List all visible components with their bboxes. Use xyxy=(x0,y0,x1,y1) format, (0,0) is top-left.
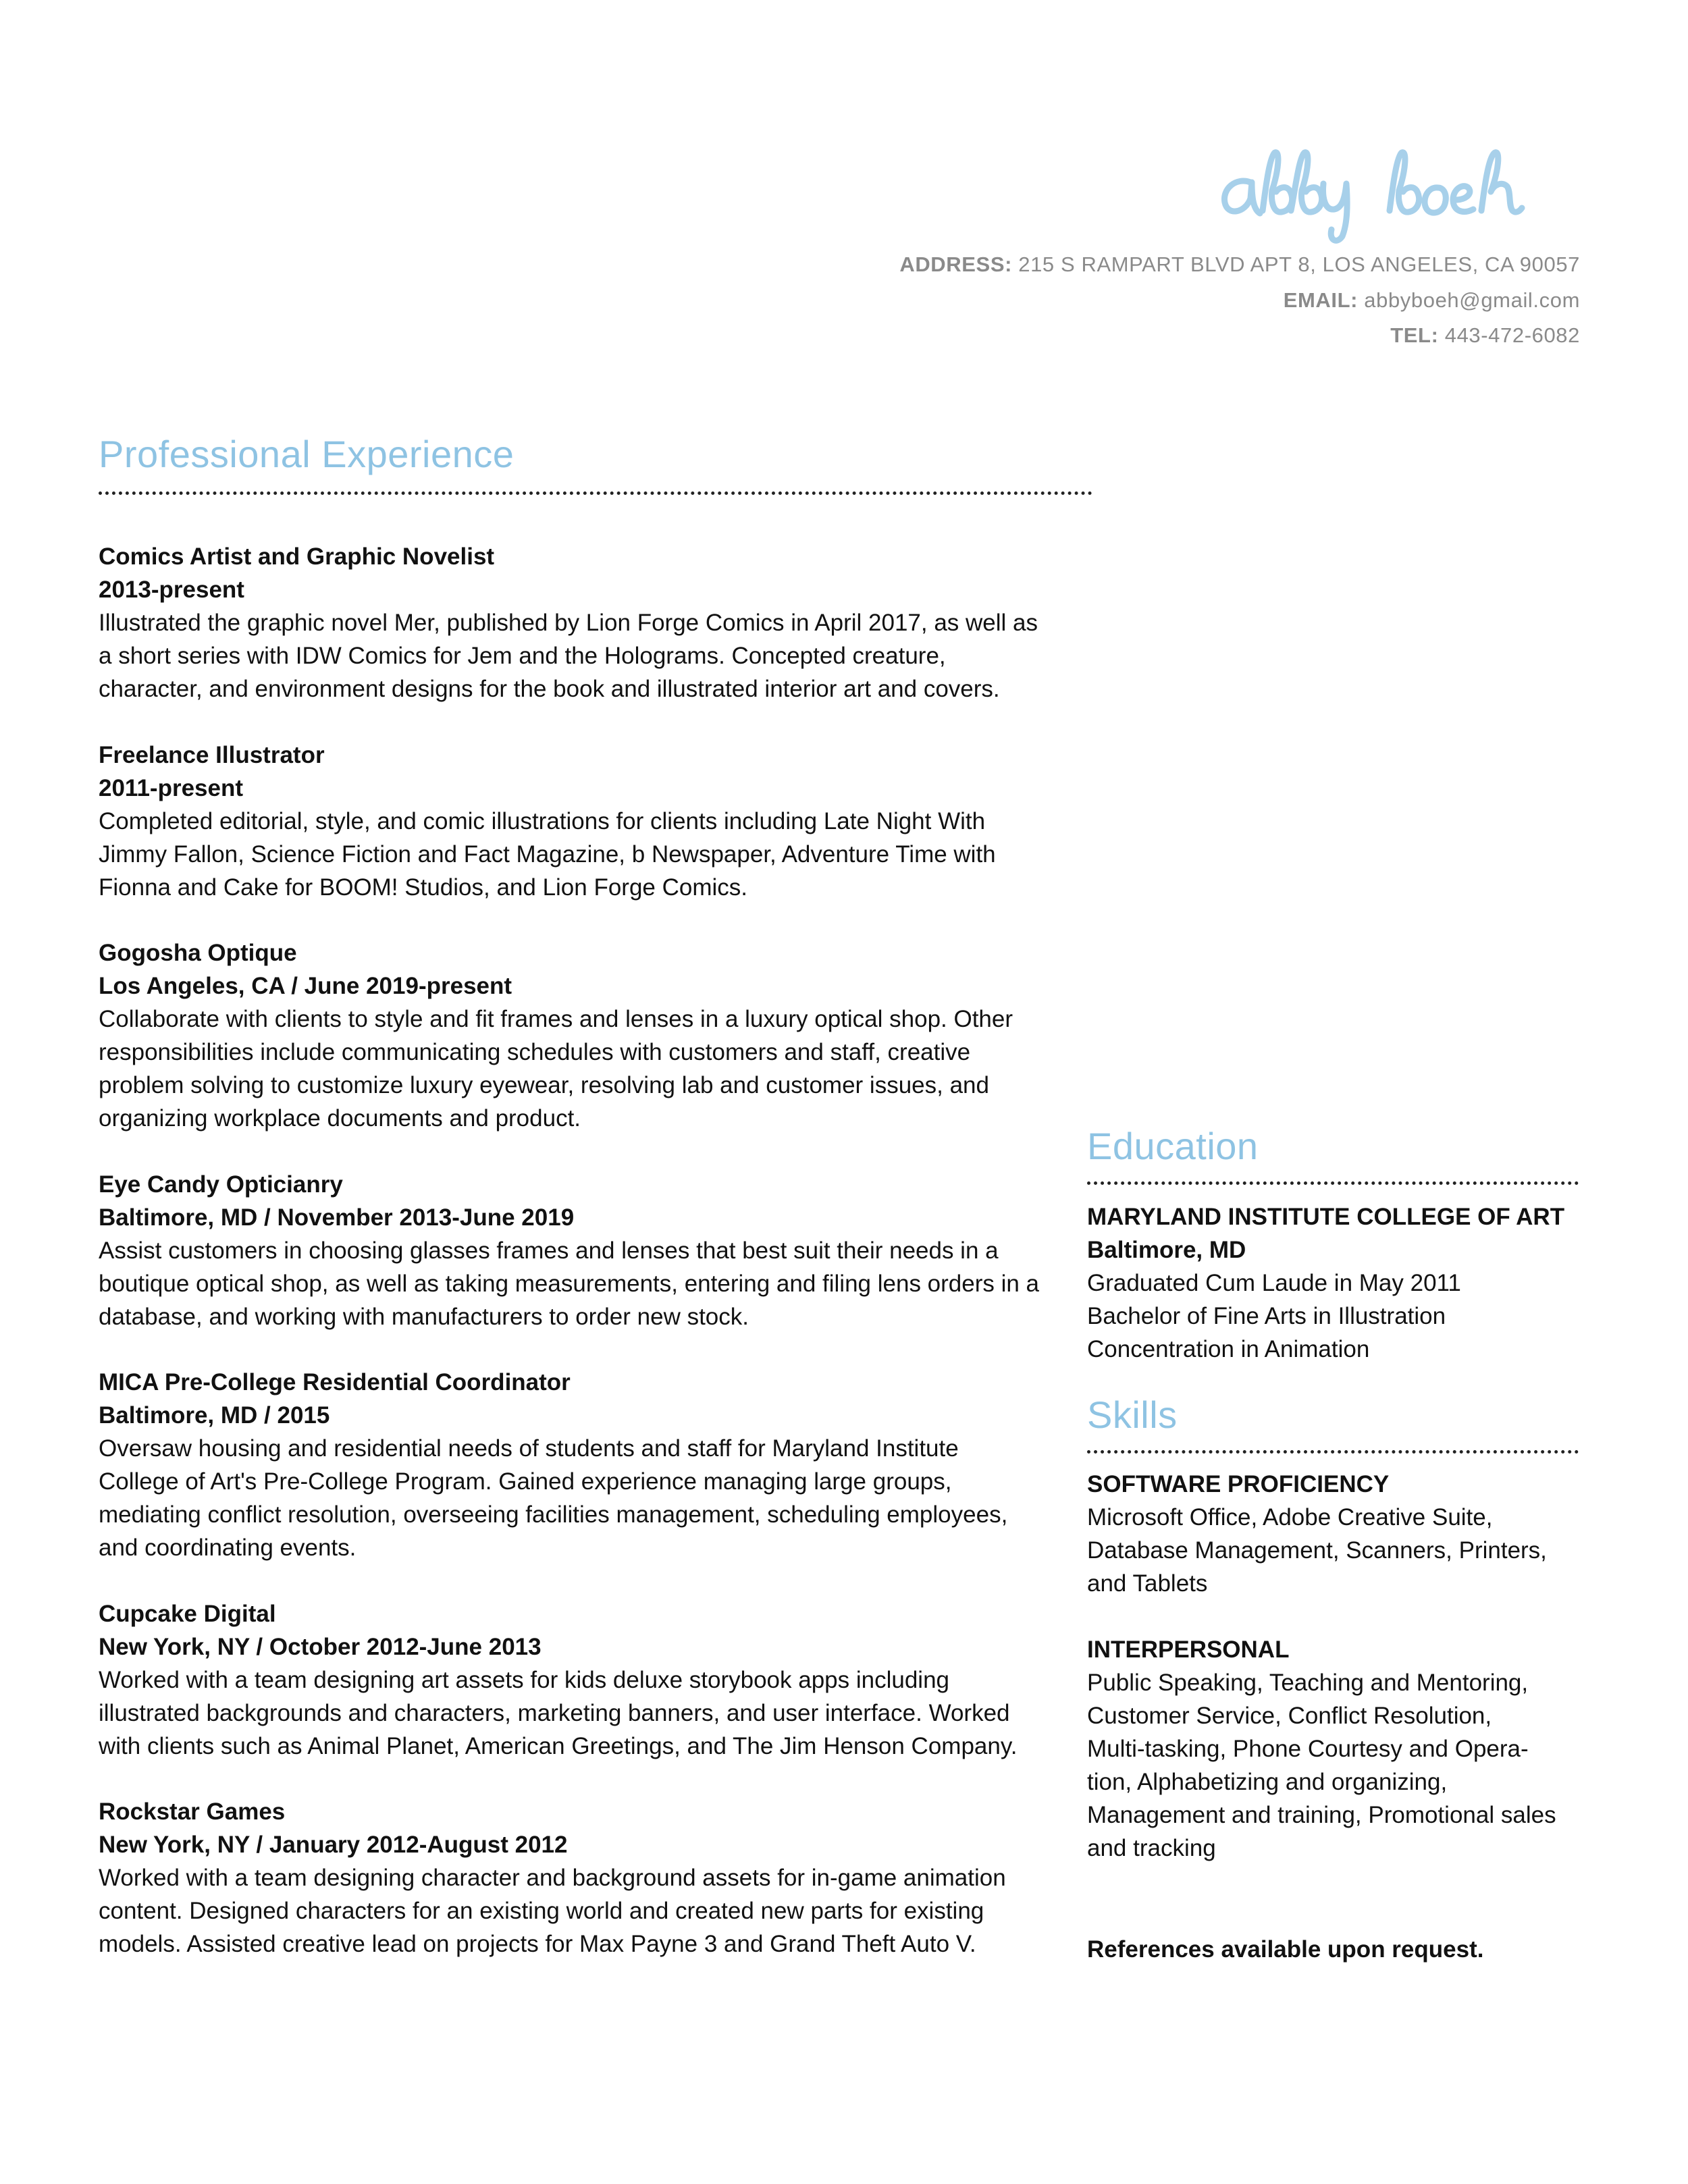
job-description-line: and coordinating events. xyxy=(99,1535,357,1561)
job-entry xyxy=(99,739,1091,904)
job-description-line: problem solving to customize luxury eyewear, resolving lab and customer issues, and xyxy=(99,1072,989,1098)
job-description-line: Assist customers in choosing glasses frames and lenses that best suit their needs in a xyxy=(99,1237,999,1264)
job-title: Gogosha Optique xyxy=(99,940,297,966)
job-description-line: Fionna and Cake for BOOM! Studios, and Lion Forge Comics. xyxy=(99,874,748,901)
software-heading: SOFTWARE PROFICIENCY xyxy=(1087,1471,1390,1497)
job-subtitle: New York, NY / January 2012-August 2012 xyxy=(99,1832,568,1858)
software-line: Database Management, Scanners, Printers, xyxy=(1087,1537,1547,1564)
education-line: Concentration in Animation xyxy=(1087,1336,1370,1362)
job-entry xyxy=(99,1168,1091,1333)
job-title: Comics Artist and Graphic Novelist xyxy=(99,543,495,570)
interpersonal-line: Public Speaking, Teaching and Mentoring, xyxy=(1087,1670,1529,1696)
experience-heading: Professional Experience xyxy=(99,433,515,475)
job-description-line: responsibilities include communicating schedules with customers and staff, creative xyxy=(99,1039,971,1065)
job-description-line: mediating conflict resolution, overseeing facilities management, scheduling employees, xyxy=(99,1501,1008,1528)
interpersonal-heading: INTERPERSONAL xyxy=(1087,1636,1290,1663)
job-description-line: Worked with a team designing character and background assets for in-game animation xyxy=(99,1865,1006,1891)
job-title: Rockstar Games xyxy=(99,1799,286,1825)
interpersonal-line: and tracking xyxy=(1087,1835,1216,1861)
job-description-line: with clients such as Animal Planet, American Greetings, and The Jim Henson Company. xyxy=(99,1732,1018,1759)
tel-row xyxy=(899,318,1580,354)
job-description-line: Oversaw housing and residential needs of students and staff for Maryland Institute xyxy=(99,1435,959,1462)
job-description-line: Worked with a team designing art assets for kids deluxe storybook apps including xyxy=(99,1666,950,1693)
address-value: 215 S RAMPART BLVD APT 8, LOS ANGELES, CA 90057 xyxy=(1018,252,1580,276)
job-description xyxy=(99,1663,1091,1763)
education-section xyxy=(1087,1200,1587,1366)
education-line: Graduated Cum Laude in May 2011 xyxy=(1087,1270,1461,1296)
job-description xyxy=(99,1003,1091,1135)
address-row xyxy=(899,247,1580,283)
job-entry xyxy=(99,936,1091,1135)
job-description-line: a short series with IDW Comics for Jem and the Holograms. Concepted creature, xyxy=(99,643,946,669)
job-entry xyxy=(99,1795,1091,1961)
name-signature xyxy=(1215,143,1566,244)
experience-divider xyxy=(99,491,1092,495)
job-description-line: content. Designed characters for an existing world and created new parts for existing xyxy=(99,1898,984,1924)
tel-value: 443-472-6082 xyxy=(1444,323,1580,347)
interpersonal-line: Customer Service, Conflict Resolution, xyxy=(1087,1703,1492,1729)
email-label: EMAIL: xyxy=(1283,288,1359,312)
contact-info xyxy=(899,247,1580,354)
interpersonal-line: Management and training, Promotional sales xyxy=(1087,1802,1556,1828)
education-line: Bachelor of Fine Arts in Illustration xyxy=(1087,1303,1446,1329)
software-line: Microsoft Office, Adobe Creative Suite, xyxy=(1087,1504,1493,1530)
job-description xyxy=(99,1234,1091,1333)
interpersonal-line: tion, Alphabetizing and organizing, xyxy=(1087,1769,1448,1795)
job-description-line: database, and working with manufacturers to order new stock. xyxy=(99,1303,749,1330)
skills-section xyxy=(1087,1468,1587,1865)
job-title: Eye Candy Opticianry xyxy=(99,1171,343,1198)
job-entry xyxy=(99,540,1091,705)
job-description-line: organizing workplace documents and product. xyxy=(99,1105,581,1131)
references-note: References available upon request. xyxy=(1087,1936,1484,1963)
job-subtitle: 2013-present xyxy=(99,577,244,603)
education-heading: Education xyxy=(1087,1125,1259,1167)
job-subtitle: Baltimore, MD / November 2013-June 2019 xyxy=(99,1204,575,1231)
education-divider xyxy=(1087,1181,1579,1185)
experience-list xyxy=(99,540,1091,1994)
job-entry xyxy=(99,1597,1091,1763)
email-value[interactable]: abbyboeh@gmail.com xyxy=(1364,288,1580,312)
address-label: ADDRESS: xyxy=(899,252,1013,276)
job-entry xyxy=(99,1366,1091,1564)
job-description-line: illustrated backgrounds and characters, marketing banners, and user interface. Worked xyxy=(99,1699,1010,1726)
school-name: MARYLAND INSTITUTE COLLEGE OF ART xyxy=(1087,1204,1565,1230)
interpersonal-line: Multi-tasking, Phone Courtesy and Opera- xyxy=(1087,1736,1529,1762)
school-location: Baltimore, MD xyxy=(1087,1237,1246,1263)
skills-heading: Skills xyxy=(1087,1393,1178,1436)
job-description xyxy=(99,1432,1091,1564)
job-description-line: College of Art's Pre-College Program. Gained experience managing large groups, xyxy=(99,1468,952,1495)
job-subtitle: Baltimore, MD / 2015 xyxy=(99,1402,330,1429)
job-title: MICA Pre-College Residential Coordinator xyxy=(99,1369,571,1395)
signature-drawing xyxy=(1215,143,1566,244)
job-description xyxy=(99,606,1091,705)
spacer xyxy=(1087,1600,1587,1633)
job-description-line: models. Assisted creative lead on projects for Max Payne 3 and Grand Theft Auto V. xyxy=(99,1931,976,1957)
job-description-line: Collaborate with clients to style and fit frames and lenses in a luxury optical shop. Other xyxy=(99,1006,1013,1032)
job-description-line: Completed editorial, style, and comic illustrations for clients including Late Night With xyxy=(99,807,986,834)
job-subtitle: 2011-present xyxy=(99,774,244,801)
job-subtitle: Los Angeles, CA / June 2019-present xyxy=(99,973,512,999)
job-description-line: Illustrated the graphic novel Mer, published by Lion Forge Comics in April 2017, as well as xyxy=(99,610,1038,636)
job-description xyxy=(99,1861,1091,1961)
job-description-line: Jimmy Fallon, Science Fiction and Fact Magazine, b Newspaper, Adventure Time with xyxy=(99,841,996,868)
job-description xyxy=(99,805,1091,904)
skills-divider xyxy=(1087,1450,1579,1454)
job-title: Cupcake Digital xyxy=(99,1600,276,1627)
job-description-line: boutique optical shop, as well as taking measurements, entering and filing lens orders in a xyxy=(99,1270,1040,1297)
tel-label: TEL: xyxy=(1390,323,1439,347)
email-row xyxy=(899,283,1580,319)
job-title: Freelance Illustrator xyxy=(99,741,325,768)
job-description-line: character, and environment designs for the book and illustrated interior art and covers. xyxy=(99,676,1000,702)
job-subtitle: New York, NY / October 2012-June 2013 xyxy=(99,1633,542,1660)
software-line: and Tablets xyxy=(1087,1570,1208,1597)
